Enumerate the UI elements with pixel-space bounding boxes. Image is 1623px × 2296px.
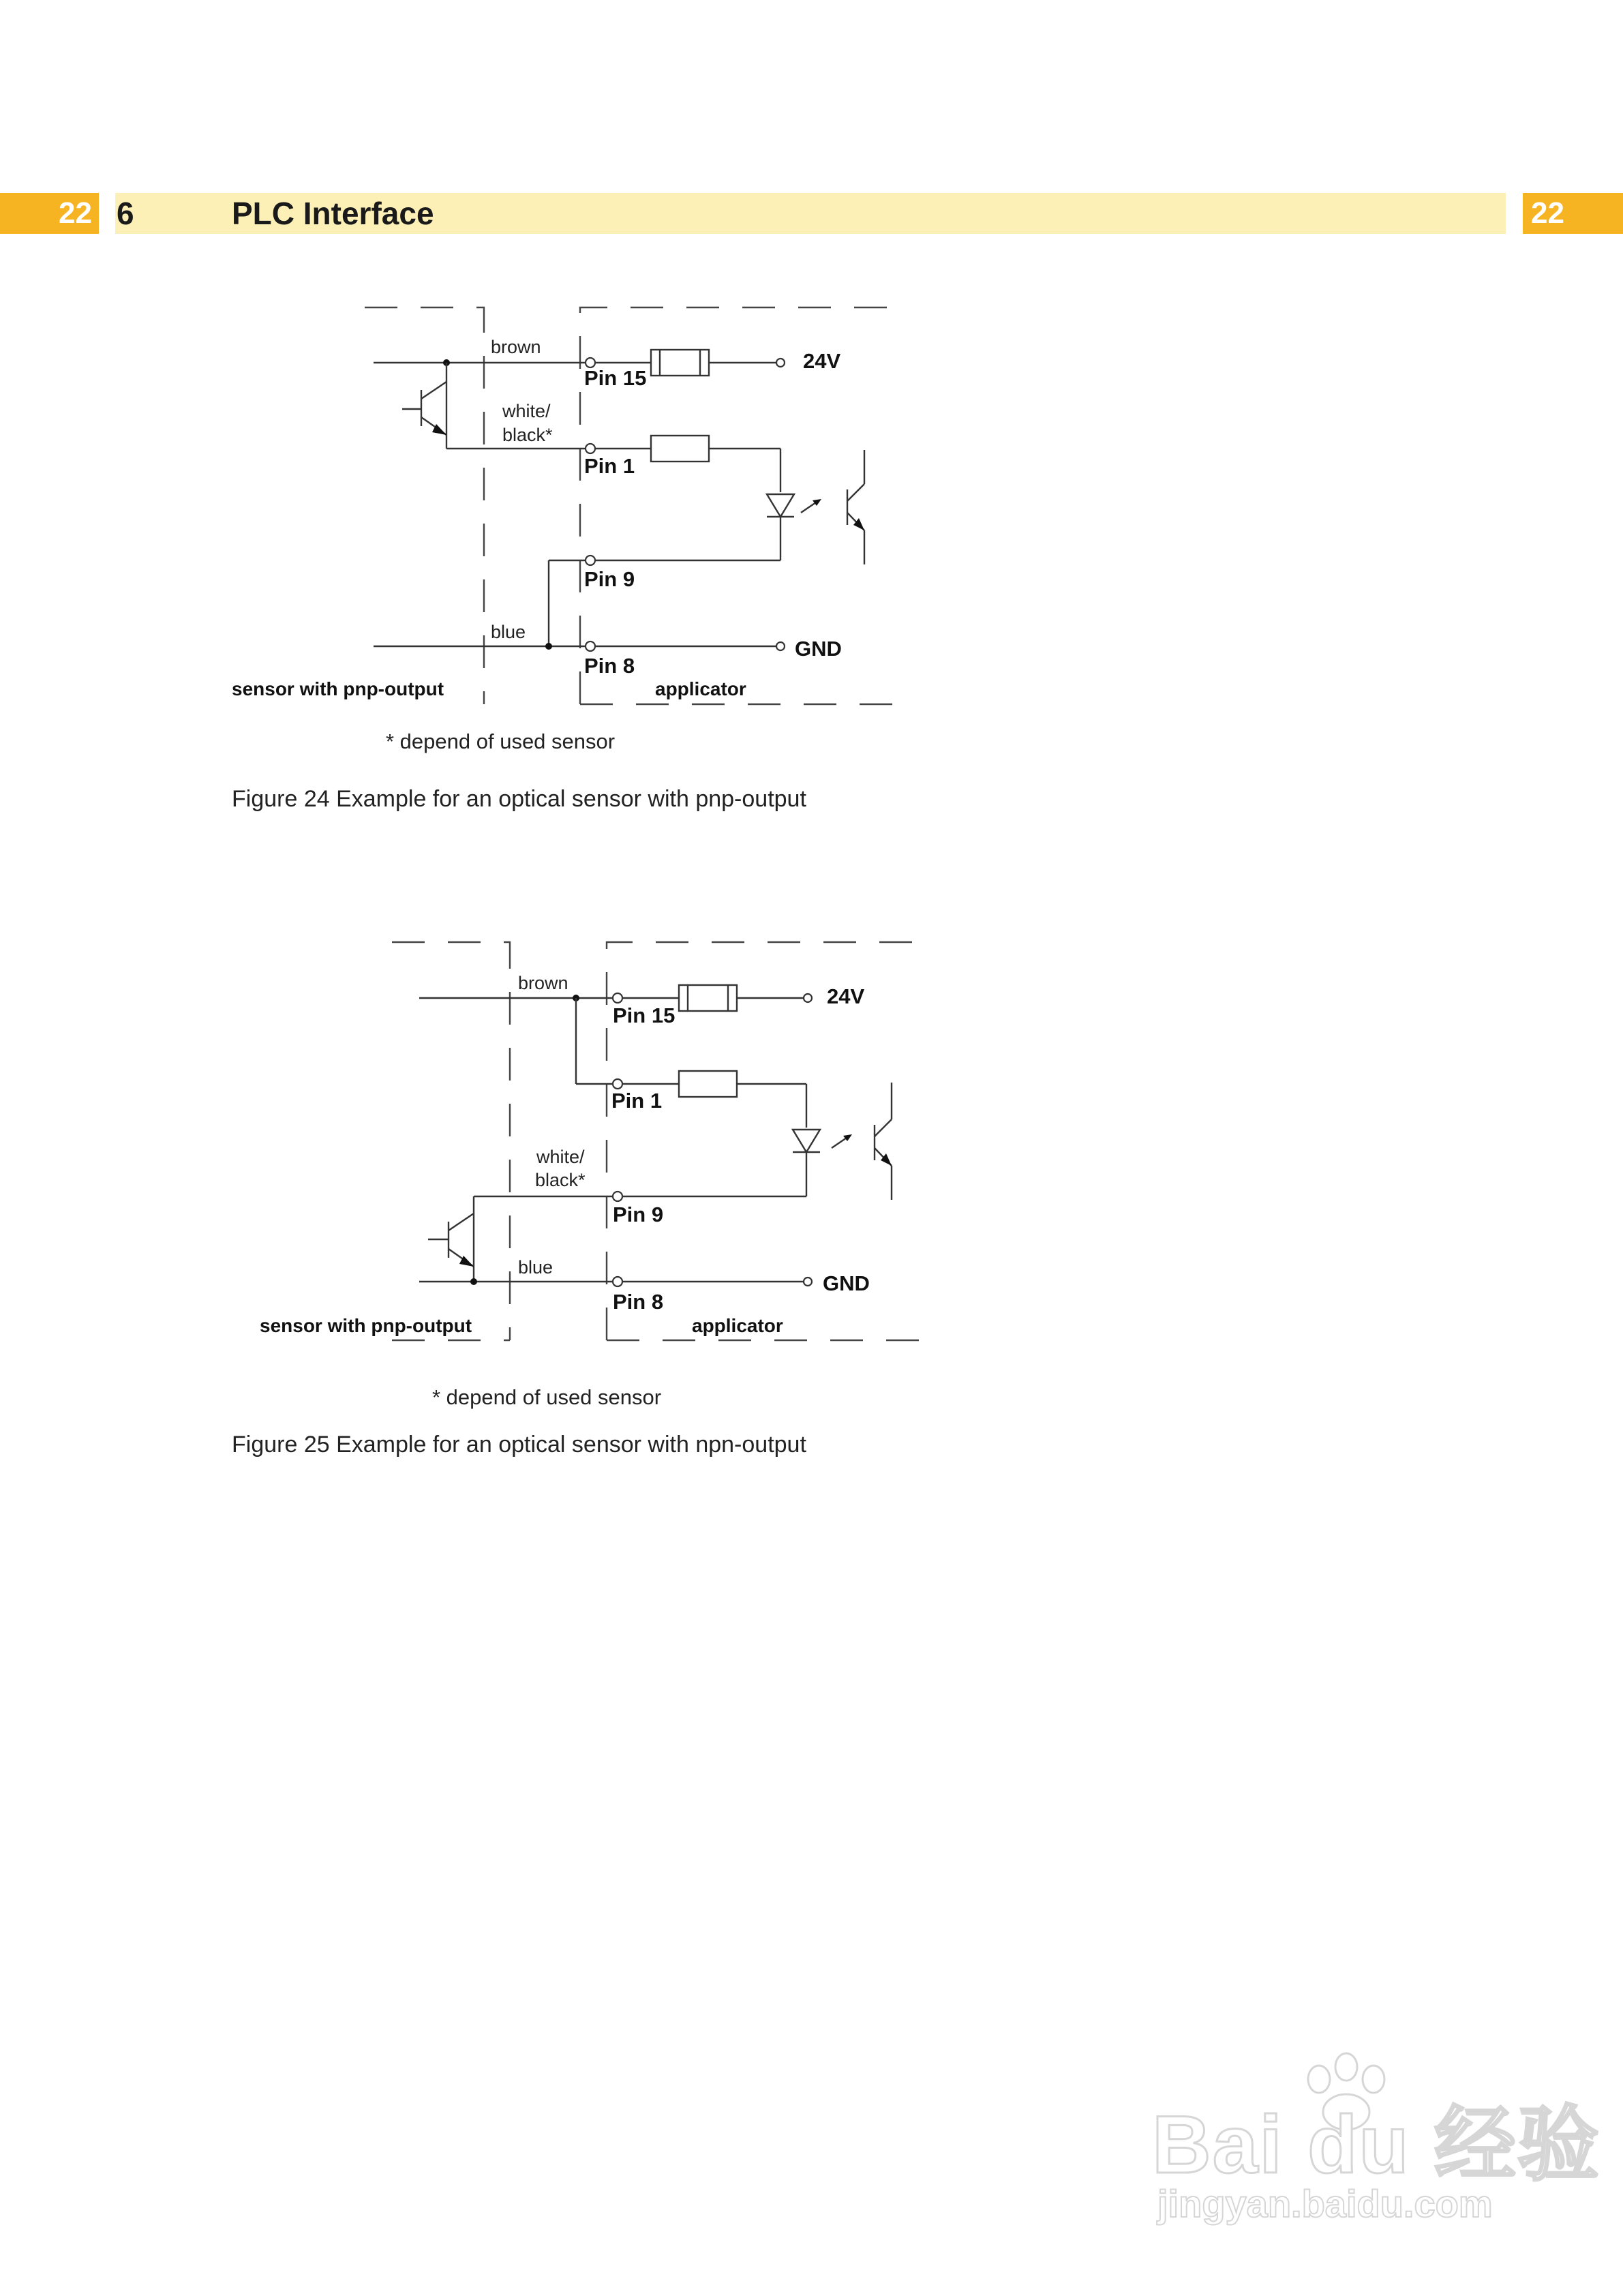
- figure-24-caption: Figure 24 Example for an optical sensor with pnp-output: [232, 786, 806, 812]
- pin-1-label: Pin 1: [611, 1089, 663, 1113]
- page-number-right: 22: [1523, 193, 1623, 234]
- sensor-label: sensor with pnp-output: [260, 1315, 472, 1336]
- pin-9-label: Pin 9: [584, 567, 635, 591]
- pin-9-label: Pin 9: [613, 1203, 664, 1226]
- wire-label-blue: blue: [491, 622, 526, 642]
- fuse-symbol: [679, 985, 737, 1011]
- applicator-label: applicator: [692, 1315, 783, 1336]
- pin-8-label: Pin 8: [613, 1290, 664, 1314]
- voltage-24v-label: 24V: [827, 984, 865, 1008]
- resistor-symbol: [679, 1071, 737, 1097]
- figure-24-footnote: * depend of used sensor: [386, 729, 616, 753]
- wire-label-white: white/: [502, 401, 551, 421]
- chapter-title: PLC Interface: [232, 196, 434, 231]
- sensor-label: sensor with pnp-output: [232, 678, 444, 699]
- npn-transistor-symbol: [428, 1196, 474, 1282]
- gnd-label: GND: [823, 1271, 870, 1295]
- chapter-number: 6: [117, 196, 134, 231]
- wire-label-black: black*: [502, 425, 553, 445]
- wire-label-brown: brown: [491, 337, 541, 357]
- pin-8-label: Pin 8: [584, 654, 635, 678]
- voltage-24v-label: 24V: [803, 349, 841, 373]
- phototransistor-symbol: [875, 1083, 892, 1200]
- wire-label-white: white/: [536, 1147, 585, 1167]
- applicator-label: applicator: [655, 678, 746, 699]
- baidu-watermark: [1152, 2052, 1601, 2236]
- watermark-url-text: jingyan.baidu.com: [1157, 2182, 1493, 2225]
- figure-25-footnote: * depend of used sensor: [432, 1385, 662, 1409]
- watermark-logo-text: Bai du 经验: [1152, 2099, 1601, 2190]
- page-number-left: 22: [0, 193, 99, 234]
- figure-25-caption: Figure 25 Example for an optical sensor with npn-output: [232, 1432, 806, 1457]
- led-symbol: [793, 1130, 852, 1196]
- applicator-box-border: [607, 942, 920, 1340]
- wire-label-brown: brown: [518, 973, 568, 993]
- sensor-box-border: [392, 942, 510, 1340]
- gnd-label: GND: [795, 637, 842, 661]
- wire-label-black: black*: [535, 1170, 586, 1190]
- pin-15-label: Pin 15: [584, 366, 647, 390]
- pin-15-label: Pin 15: [613, 1003, 676, 1027]
- wire-label-blue: blue: [518, 1257, 553, 1278]
- pin-1-label: Pin 1: [584, 454, 635, 478]
